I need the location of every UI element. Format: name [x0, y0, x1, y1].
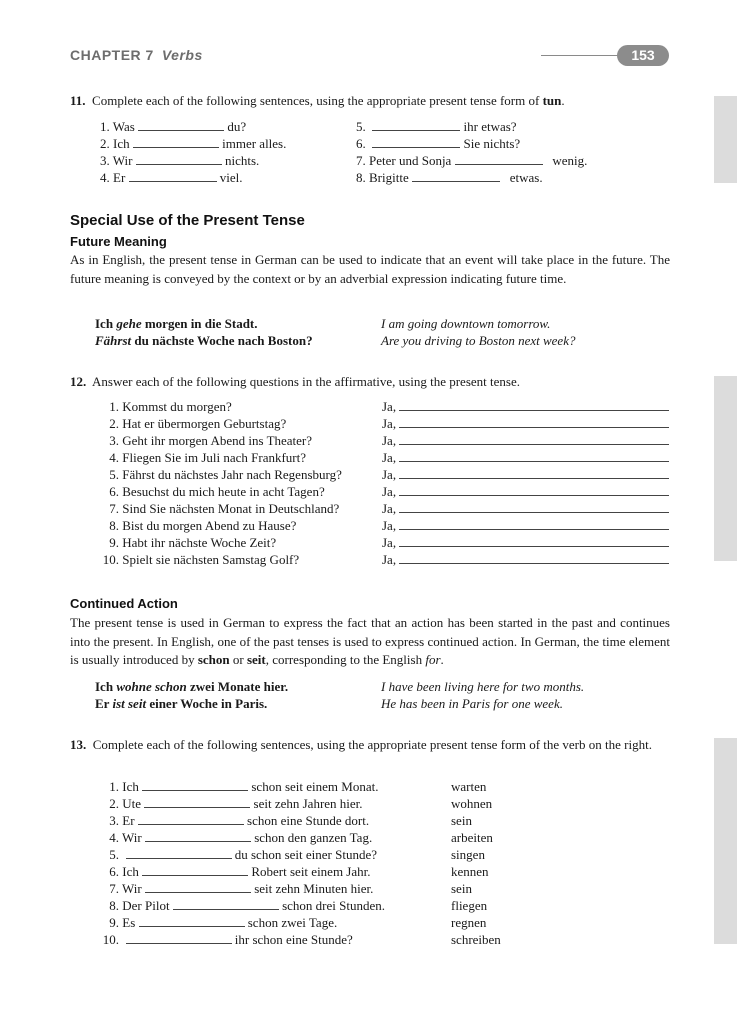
- item-number: 2.: [109, 416, 119, 431]
- answer-field[interactable]: [382, 449, 669, 466]
- subsection-heading: Continued Action: [70, 596, 178, 611]
- item-suffix: seit zehn Jahren hier.: [253, 796, 363, 811]
- future-meaning-paragraph: As in English, the present tense in German can be used to indicate that an event will take place in the future. The future meaning is conveyed by the context or by an adverbial expression indicating future time.: [70, 252, 670, 286]
- answer-blank[interactable]: [138, 129, 224, 131]
- answer-blank[interactable]: [142, 789, 248, 791]
- subsection-heading: Future Meaning: [70, 234, 167, 249]
- answer-blank[interactable]: [126, 857, 232, 859]
- exercise-11-right-column: [356, 118, 587, 186]
- exercise-13-list: [93, 778, 533, 948]
- item-number: 6.: [109, 864, 119, 879]
- item-number: 4.: [100, 170, 110, 185]
- item-number: 10.: [102, 552, 119, 567]
- item-suffix: schon eine Stunde dort.: [247, 813, 370, 828]
- example-german: Er ist seit einer Woche in Paris.: [95, 696, 268, 711]
- exercise-11-instruction: [70, 93, 690, 109]
- item-number: 3.: [109, 433, 119, 448]
- continued-examples: [95, 678, 695, 712]
- item-number: 1.: [109, 779, 119, 794]
- verb-hint: schreiben: [451, 932, 501, 947]
- answer-blank[interactable]: [412, 180, 500, 182]
- question-row: [93, 534, 669, 551]
- example-english: I am going downtown tomorrow.: [381, 316, 551, 331]
- item-suffix: schon zwei Tage.: [247, 915, 338, 930]
- item-number: 3.: [100, 153, 110, 168]
- item-prefix: Wir: [112, 153, 133, 168]
- item-suffix: schon seit einem Monat.: [251, 779, 379, 794]
- example-german: Ich gehe morgen in die Stadt.: [95, 316, 258, 331]
- chapter-header: [70, 47, 203, 63]
- exercise-number: 11.: [70, 93, 86, 108]
- answer-blank[interactable]: [138, 823, 244, 825]
- list-item: [93, 829, 533, 846]
- verb-hint: fliegen: [451, 898, 488, 913]
- answer-field[interactable]: [382, 483, 669, 500]
- side-tab: [714, 376, 737, 561]
- question-text: Sind Sie nächsten Monat in Deutschland?: [122, 501, 340, 516]
- chapter-label: CHAPTER 7: [70, 47, 154, 63]
- verb-hint: arbeiten: [451, 830, 493, 845]
- example-english: I have been living here for two months.: [381, 679, 585, 694]
- question-text: Habt ihr nächste Woche Zeit?: [122, 535, 277, 550]
- verb-hint: warten: [451, 779, 487, 794]
- item-number: 5.: [109, 847, 119, 862]
- answer-field[interactable]: [382, 415, 669, 432]
- item-suffix: schon drei Stunden.: [282, 898, 385, 913]
- item-prefix: Ich: [122, 779, 139, 794]
- question-row: [93, 449, 669, 466]
- item-suffix: viel.: [219, 170, 243, 185]
- answer-prefix: Ja,: [382, 552, 397, 567]
- item-prefix: Ich: [122, 864, 139, 879]
- section-heading: Special Use of the Present Tense: [70, 212, 305, 229]
- verb-hint: sein: [451, 813, 472, 828]
- answer-prefix: Ja,: [382, 399, 397, 414]
- item-number: 1.: [100, 119, 110, 134]
- instruction-bold: tun: [542, 93, 562, 108]
- list-item: [93, 778, 533, 795]
- list-item: [93, 812, 533, 829]
- verb-hint: wohnen: [451, 796, 493, 811]
- item-number: 8.: [356, 170, 366, 185]
- item-prefix: Er: [122, 813, 135, 828]
- verb-hint: singen: [451, 847, 485, 862]
- item-prefix: Wir: [122, 881, 142, 896]
- example-english: Are you driving to Boston next week?: [381, 333, 576, 348]
- item-suffix: ihr etwas?: [463, 119, 517, 134]
- verb-hint: kennen: [451, 864, 489, 879]
- item-number: 8.: [109, 898, 119, 913]
- item-suffix: immer alles.: [222, 136, 287, 151]
- example-row: [95, 315, 695, 332]
- question-row: [93, 500, 669, 517]
- answer-field[interactable]: [382, 517, 669, 534]
- question-row: [93, 483, 669, 500]
- question-text: Bist du morgen Abend zu Hause?: [122, 518, 297, 533]
- item-number: 9.: [109, 535, 119, 550]
- example-row: [95, 332, 695, 349]
- item-number: 7.: [356, 153, 366, 168]
- item-prefix: Ich: [113, 136, 130, 151]
- item-number: 2.: [100, 136, 110, 151]
- question-text: Kommst du morgen?: [122, 399, 232, 414]
- item-number: 3.: [109, 813, 119, 828]
- item-prefix: Peter und Sonja: [369, 153, 452, 168]
- item-number: 5.: [356, 119, 366, 134]
- item-suffix: schon den ganzen Tag.: [254, 830, 373, 845]
- question-text: Hat er übermorgen Geburtstag?: [122, 416, 287, 431]
- item-number: 9.: [109, 915, 119, 930]
- list-item: [93, 914, 533, 931]
- example-german: Fährst du nächste Woche nach Boston?: [95, 333, 313, 348]
- answer-blank[interactable]: [142, 874, 248, 876]
- question-row: [93, 517, 669, 534]
- item-suffix: wenig.: [552, 153, 588, 168]
- answer-blank[interactable]: [145, 840, 251, 842]
- item-suffix: du schon seit einer Stunde?: [234, 847, 377, 862]
- answer-prefix: Ja,: [382, 518, 397, 533]
- answer-prefix: Ja,: [382, 416, 397, 431]
- list-item: [93, 931, 533, 948]
- question-text: Spielt sie nächsten Samstag Golf?: [122, 552, 300, 567]
- question-row: [93, 398, 669, 415]
- example-english: He has been in Paris for one week.: [381, 696, 563, 711]
- example-row: [95, 695, 695, 712]
- answer-field[interactable]: [382, 432, 669, 449]
- item-prefix: Der Pilot: [122, 898, 170, 913]
- item-number: 2.: [109, 796, 119, 811]
- item-number: 5.: [109, 467, 119, 482]
- item-suffix: seit zehn Minuten hier.: [254, 881, 374, 896]
- list-item: [93, 863, 533, 880]
- verb-hint: sein: [451, 881, 472, 896]
- question-text: Fliegen Sie im Juli nach Frankfurt?: [122, 450, 307, 465]
- example-german: Ich wohne schon zwei Monate hier.: [95, 679, 289, 694]
- answer-blank[interactable]: [372, 129, 460, 131]
- item-suffix: nichts.: [224, 153, 260, 168]
- side-tab: [714, 738, 737, 944]
- item-suffix: Robert seit einem Jahr.: [251, 864, 371, 879]
- item-number: 7.: [109, 501, 119, 516]
- list-item: [93, 897, 533, 914]
- answer-prefix: Ja,: [382, 467, 397, 482]
- answer-prefix: Ja,: [382, 450, 397, 465]
- side-tab: [714, 96, 737, 183]
- answer-field[interactable]: [382, 398, 669, 415]
- answer-prefix: Ja,: [382, 535, 397, 550]
- answer-field[interactable]: [382, 500, 669, 517]
- instruction-text: Complete each of the following sentences, using the appropriate present tense form of the verb on the right.: [92, 737, 652, 752]
- item-number: 8.: [109, 518, 119, 533]
- exercise-number: 13.: [70, 737, 87, 752]
- example-row: [95, 678, 695, 695]
- item-prefix: Wir: [122, 830, 142, 845]
- page-number: 153: [617, 45, 669, 66]
- answer-blank[interactable]: [139, 925, 245, 927]
- list-item: [93, 846, 533, 863]
- item-prefix: Brigitte: [369, 170, 409, 185]
- exercise-12-instruction: [70, 374, 690, 390]
- question-text: Geht ihr morgen Abend ins Theater?: [122, 433, 313, 448]
- answer-blank[interactable]: [145, 891, 251, 893]
- instruction-text: Answer each of the following questions in the affirmative, using the present tense.: [92, 374, 520, 389]
- exercise-13-instruction: [70, 736, 670, 754]
- list-item: [93, 795, 533, 812]
- item-suffix: etwas.: [509, 170, 543, 185]
- continued-action-paragraph: The present tense is used in German to express the fact that an action has been started in the past and continues into the present. In English, one of the past tenses is used to express continued action. In German, the time element is usually introduced by schon or seit, corresponding to the English for.: [70, 615, 670, 667]
- answer-blank[interactable]: [372, 146, 460, 148]
- answer-prefix: Ja,: [382, 484, 397, 499]
- question-row: [93, 415, 669, 432]
- answer-blank[interactable]: [126, 942, 232, 944]
- future-examples: [95, 315, 695, 349]
- answer-blank[interactable]: [455, 163, 543, 165]
- item-prefix: Er: [113, 170, 126, 185]
- chapter-title: Verbs: [161, 47, 203, 63]
- exercise-number: 12.: [70, 374, 87, 389]
- answer-prefix: Ja,: [382, 433, 397, 448]
- answer-blank[interactable]: [133, 146, 219, 148]
- answer-blank[interactable]: [173, 908, 279, 910]
- exercise-12-list: [93, 398, 669, 568]
- answer-blank[interactable]: [129, 180, 217, 182]
- question-row: [93, 466, 669, 483]
- exercise-11-left-column: [100, 118, 286, 186]
- instruction-end: .: [561, 93, 565, 108]
- item-number: 6.: [356, 136, 366, 151]
- item-prefix: Was: [112, 119, 135, 134]
- item-number: 4.: [109, 450, 119, 465]
- answer-blank[interactable]: [144, 806, 250, 808]
- item-number: 1.: [109, 399, 119, 414]
- item-number: 4.: [109, 830, 119, 845]
- item-number: 7.: [109, 881, 119, 896]
- instruction-text: Complete each of the following sentences, using the appropriate present tense form of: [92, 93, 543, 108]
- answer-field[interactable]: [382, 534, 669, 551]
- answer-field[interactable]: [382, 466, 669, 483]
- answer-prefix: Ja,: [382, 501, 397, 516]
- item-prefix: Ute: [122, 796, 142, 811]
- question-row: [93, 432, 669, 449]
- list-item: [93, 880, 533, 897]
- item-prefix: Es: [122, 915, 136, 930]
- verb-hint: regnen: [451, 915, 487, 930]
- question-text: Besuchst du mich heute in acht Tagen?: [122, 484, 325, 499]
- item-number: 6.: [109, 484, 119, 499]
- question-row: [93, 551, 669, 568]
- question-text: Fährst du nächstes Jahr nach Regensburg?: [122, 467, 342, 482]
- item-suffix: ihr schon eine Stunde?: [234, 932, 353, 947]
- item-suffix: Sie nichts?: [463, 136, 521, 151]
- answer-blank[interactable]: [136, 163, 222, 165]
- answer-field[interactable]: [382, 551, 669, 568]
- item-suffix: du?: [227, 119, 247, 134]
- item-number: 10.: [102, 932, 119, 947]
